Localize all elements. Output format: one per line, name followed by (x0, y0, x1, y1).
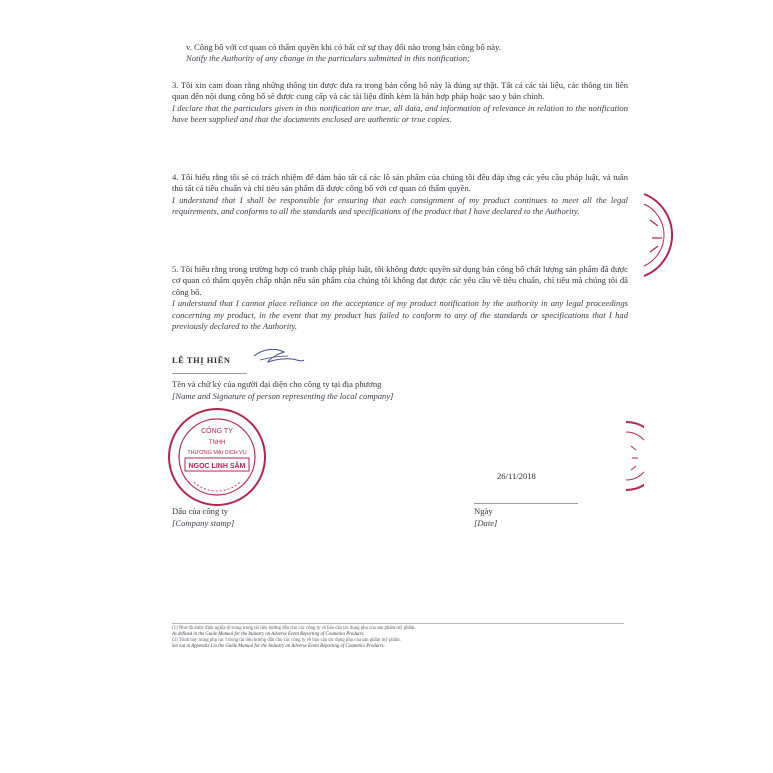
paragraph-4-english: I understand that I shall be responsible for ensuring that each consignment of my product continues to meet all the legal requirements, and conforms to all the standards and specifications of the product that I have declared to the Authority. (172, 194, 628, 217)
footnote-divider (172, 623, 624, 624)
signature-scribble (248, 344, 308, 370)
footnote-1-vietnamese: (1) Như đã được định nghĩa tổ trong trong tài liệu hướng dẫn cho các công ty về báo cáo tác dụng phụ của sản phẩm mỹ phẩm. (172, 626, 416, 631)
signature-date: 26/11/2018 (497, 471, 536, 481)
representative-label (172, 378, 394, 402)
stamp-line-2: TNHH (208, 440, 226, 446)
item-v-english: Notify the Authority of any change in the particulars submitted in this notification; (186, 53, 470, 64)
footnote-1-english: As defined in the Guide Manual for the Industry on Adverse Event Reporting of Cosmetics Products. (172, 632, 365, 637)
footnote-2-vietnamese: (2) Trình bày trong phụ lục I trong tài liệu hướng dẫn cho các công ty về báo cáo tác dụng phụ của sản phẩm mỹ phẩm. (172, 638, 401, 643)
paragraph-4-vietnamese: 4. Tôi hiểu rằng tôi sẽ có trách nhiệm để đảm bảo tất cả các lô sản phẩm của chúng tôi đều đáp ứng các yêu cầu pháp luật, và tuân thủ tất cả tiêu chuẩn và chỉ tiêu sản phẩm đã được công bố với cơ quan có thẩm quyền. (172, 172, 628, 194)
date-line (474, 503, 578, 504)
representative-label-vietnamese: Tên và chữ ký của người đại diện cho công ty tại địa phương (172, 379, 382, 389)
footnote-2-english: Set out in Appendix I to the Guide Manual for the Industry on Adverse Event Reporting of Cosmetics Products. (172, 644, 385, 649)
representative-label-english: [Name and Signature of person representing the local company] (172, 391, 394, 401)
paragraph-4 (172, 172, 628, 218)
signature-line (172, 373, 247, 374)
stamp-line-3: THƯƠNG MẠI DỊCH VỤ (187, 450, 247, 456)
paragraph-3-english: I declare that the particulars given in this notification are true, all data, and information of relevance in relation to the notification have been supplied and that the documents enclosed are authentic or true copies. (172, 102, 628, 125)
footnotes (172, 626, 624, 650)
paragraph-5-vietnamese: 5. Tôi hiểu rằng trong trường hợp có tranh chấp pháp luật, tôi không được quyền sử dụng bản công bố chất lượng sản phẩm đã được cơ quan có thẩm quyền chấp nhận nếu sản phẩm của chúng tôi không đạt được các yêu cầu về tiêu chuẩn, chỉ tiêu mà chúng tôi đã công bố. (172, 264, 628, 297)
stamp-line-4: NGỌC LINH SÂM (188, 463, 246, 470)
stamp-label (172, 505, 234, 529)
company-stamp (166, 406, 268, 508)
edge-stamp-fragment-bottom (622, 420, 644, 492)
edge-stamp-fragment-top (640, 190, 673, 280)
stamp-label-vietnamese: Dấu của công ty (172, 506, 229, 516)
paragraph-5-english: I understand that I cannot place reliance on the acceptance of my product notification by the authority in any legal proceedings concerning my product, in the event that my product has failed to conform to any of the standards or specifications that I had previously declared to the Authority. (172, 298, 628, 332)
paragraph-3-vietnamese: 3. Tôi xin cam đoan rằng những thông tin được đưa ra trong bản công bố này là đúng sự thật. Tất cả các tài liệu, các thông tin liên quan đến nội dung công bố sẽ được cung cấp và các tài liệu đính kèm là bản hợp pháp hoặc sao y bản chính. (172, 80, 628, 102)
signer-name: LÊ THỊ HIÊN (172, 356, 231, 365)
stamp-line-1: CÔNG TY (201, 428, 233, 435)
stamp-label-english: [Company stamp] (172, 518, 235, 528)
item-v (186, 42, 626, 65)
paragraph-5 (172, 264, 628, 332)
date-label (474, 505, 497, 529)
paragraph-3 (172, 80, 628, 126)
item-v-vietnamese: v. Công bố với cơ quan có thẩm quyền khi có bất cứ sự thay đổi nào trong bản công bố này. (186, 42, 501, 52)
date-label-vietnamese: Ngày (474, 506, 493, 516)
date-label-english: [Date] (474, 518, 498, 528)
